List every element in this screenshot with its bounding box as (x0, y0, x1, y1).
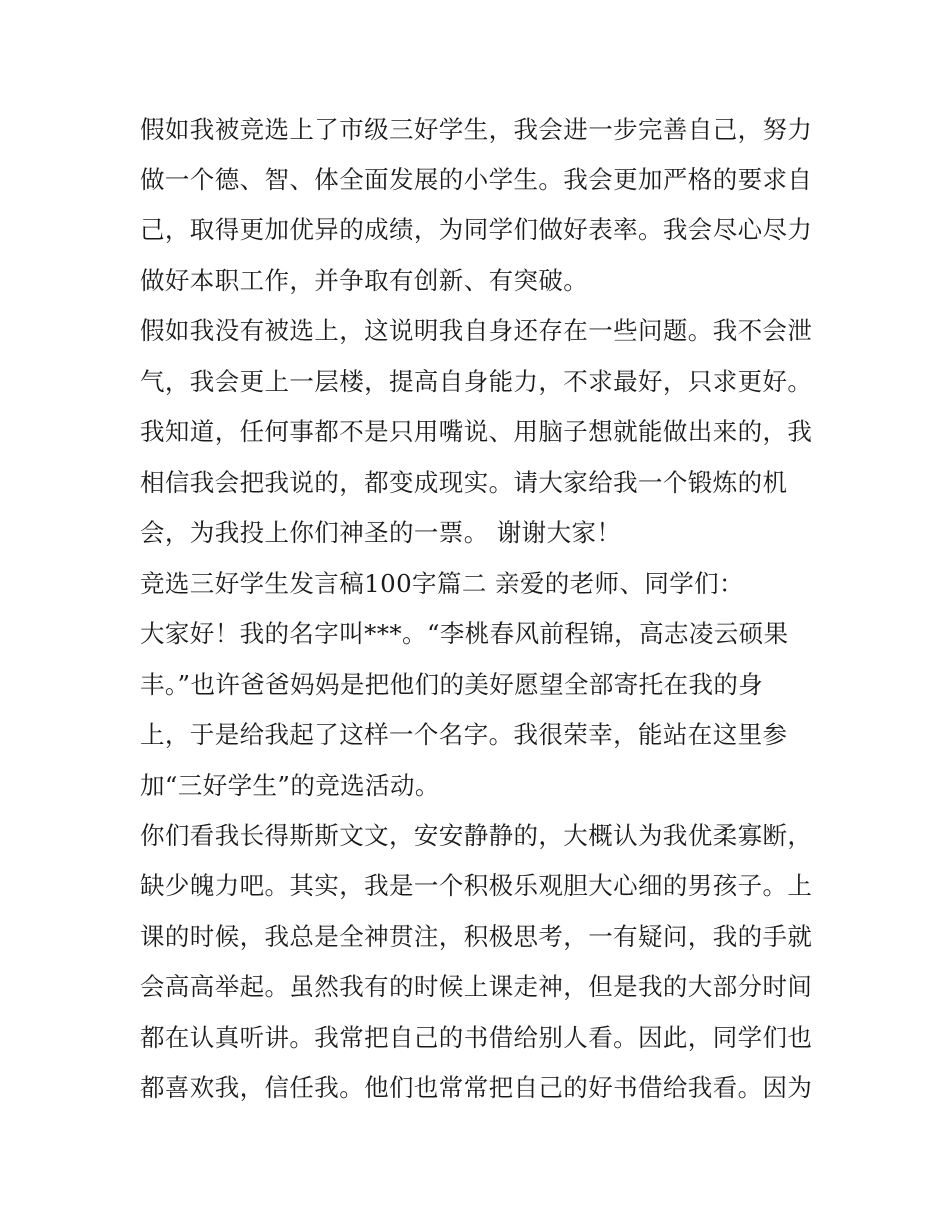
text-line: 己，取得更加优异的成绩，为同学们做好表率。我会尽心尽力 (140, 215, 813, 244)
text-line: 都喜欢我，信任我。他们也常常把自己的好书借给我看。因为 (140, 1073, 813, 1102)
text-line: 上，于是给我起了这样一个名字。我很荣幸，能站在这里参 (140, 720, 788, 749)
text-line: 缺少魄力吧。其实，我是一个积极乐观胆大心细的男孩子。上 (140, 871, 813, 900)
text-line: 做一个德、智、体全面发展的小学生。我会更加严格的要求自 (140, 165, 813, 194)
text-line: 课的时候，我总是全神贯注，积极思考，一有疑问，我的手就 (140, 922, 813, 951)
text-line: 相信我会把我说的，都变成现实。请大家给我一个锻炼的机 (140, 468, 788, 497)
text-line: 丰。”也许爸爸妈妈是把他们的美好愿望全部寄托在我的身 (140, 670, 764, 699)
text-line: 会，为我投上你们神圣的一票。 谢谢大家！ (140, 518, 622, 547)
text-line: 假如我没有被选上，这说明我自身还存在一些问题。我不会泄 (140, 316, 813, 345)
text-line: 做好本职工作，并争取有创新、有突破。 (140, 266, 589, 295)
text-line: 大家好！我的名字叫***。“李桃春风前程锦，高志凌云硕果 (140, 619, 789, 648)
text-line: 加“三好学生”的竞选活动。 (140, 771, 440, 800)
text-line: 我知道，任何事都不是只用嘴说、用脑子想就能做出来的，我 (140, 417, 813, 446)
text-line: 假如我被竞选上了市级三好学生，我会进一步完善自己，努力 (140, 115, 813, 144)
text-line: 竞选三好学生发言稿100字篇二 亲爱的老师、同学们： (140, 569, 744, 598)
text-line: 都在认真听讲。我常把自己的书借给别人看。因此，同学们也 (140, 1023, 813, 1052)
text-line: 你们看我长得斯斯文文，安安静静的，大概认为我优柔寡断， (140, 821, 813, 850)
text-line: 会高高举起。虽然我有的时候上课走神，但是我的大部分时间 (140, 972, 813, 1001)
text-line: 气，我会更上一层楼，提高自身能力，不求最好，只求更好。 (140, 367, 813, 396)
